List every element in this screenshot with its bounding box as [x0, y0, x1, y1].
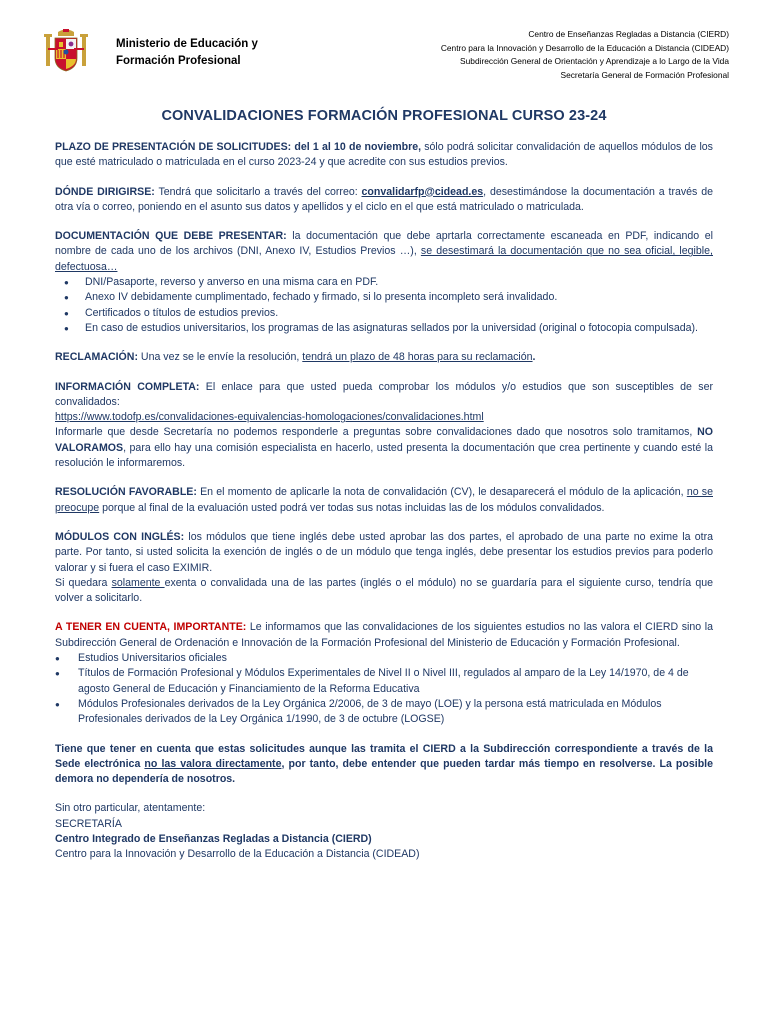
informacion-section: [55, 380, 713, 472]
final-text-1: Tiene que tener en cuenta que estas solicitudes aunque las tramita el CIERD a la Subdirección correspondiente a través de la Sede electrónica: [55, 742, 713, 770]
reclamacion-section: [55, 350, 713, 365]
ministry-line-1: Ministerio de Educación y: [116, 38, 258, 50]
importante-text: Le informamos que las convalidaciones de los siguientes estudios no las valora el CIERD sino la Subdirección General de Ordenación e Innovación de la Formación Profesional del Ministerio de Educación y Formación Profesional.: [55, 621, 713, 649]
list-item: ● Módulos Profesionales derivados de la Ley Orgánica 2/2006, de 3 de mayo (LOE) y la persona está matriculada en Módulos Profesionales derivados de la Ley Orgánica 1/1990, de 3 de octubre (LOGSE): [55, 697, 713, 728]
informacion-text-3: , para ello hay una comisión especialista en hacerlo, usted presenta la documentación que crea pertinente y cuando esté la resolución le informaremos.: [55, 441, 713, 470]
plazo-section: [55, 140, 713, 171]
document-body: [55, 140, 713, 863]
centers-list: [441, 28, 729, 82]
reclamacion-deadline: tendrá un plazo de 48 horas para su reclamación: [302, 351, 533, 364]
donde-text-2: , desestimándose la documentación a través de otra vía o correo, poniendo en el asunto sus datos y apellidos y el ciclo en el que está matriculado o matriculada.: [55, 185, 713, 213]
todofp-link[interactable]: https://www.todofp.es/convalidaciones-equivalencias-homologaciones/convalidaciones.html: [55, 411, 484, 424]
documentacion-label: DOCUMENTACIÓN QUE DEBE PRESENTAR:: [55, 230, 287, 243]
final-text-2: , por tanto, debe entender que pueden tardar más tiempo en resolverse. La posible demora no dependería de nosotros.: [55, 757, 713, 786]
reclamacion-text-1: Una vez se le envíe la resolución,: [137, 351, 303, 364]
resolucion-label: RESOLUCIÓN FAVORABLE:: [55, 486, 197, 499]
documentacion-section: [55, 229, 713, 275]
importante-list: [55, 651, 713, 727]
list-item: ● Estudios Universitarios oficiales: [55, 651, 713, 666]
letterhead: [0, 28, 768, 78]
ingles-text-1: los módulos que tiene inglés debe usted aprobar las dos partes, el aprobado de una parte no exime la otra parte. Por tanto, si usted solicita la exención de inglés o de un módulo que tenga inglés, debe presentar los estudios previos para poderlo valorar y si fuera el caso EXIMIR.: [55, 530, 713, 574]
reclamacion-label: RECLAMACIÓN:: [55, 351, 138, 364]
email-link[interactable]: convalidarfp@cidead.es: [361, 185, 484, 198]
resolucion-section: [55, 485, 713, 516]
documentacion-text: la documentación que debe aprtarla correctamente escaneada en PDF, indicando el nombre de cada uno de los archivos (DNI, Anexo IV, Estudios Previos …),: [55, 230, 713, 258]
coat-of-arms-icon: [42, 28, 90, 74]
ingles-section: [55, 530, 713, 606]
documentacion-warning: se desestimará la documentación que no sea oficial, legible, defectuosa…: [55, 245, 713, 273]
list-item: ● Anexo IV debidamente cumplimentado, fechado y firmado, si lo presenta incompleto será invalidado.: [55, 290, 713, 305]
signature-closing: Sin otro particular, atentamente:: [55, 802, 206, 815]
signature-cidead: Centro para la Innovación y Desarrollo de la Educación a Distancia (CIDEAD): [55, 848, 420, 861]
importante-section: [55, 620, 713, 651]
no-se-preocupe: no se preocupe: [55, 486, 713, 514]
importante-label: A TENER EN CUENTA, IMPORTANTE:: [55, 621, 247, 634]
no-las-valora: no las valora directamente: [144, 757, 282, 770]
subdireccion-orientacion: Subdirección General de Orientación y Aprendizaje a lo Largo de la Vida: [460, 56, 729, 66]
solamente: solamente: [111, 576, 165, 589]
final-note: [55, 742, 713, 788]
plazo-dates: del 1 al 10 de noviembre,: [291, 141, 422, 153]
documentacion-list: [55, 275, 713, 336]
informacion-text-2: Informarle que desde Secretaría no podemos responderle a preguntas sobre convalidaciones dado que nosotros solo tramitamos,: [55, 426, 698, 439]
secretaria-general-fp: Secretaría General de Formación Profesional: [560, 69, 729, 80]
plazo-text: sólo podrá solicitar convalidación de aquellos módulos de los que esté matriculado o matriculada en el curso 2023-24 y que acredite con sus estudios previos.: [55, 141, 713, 169]
list-item: ● DNI/Pasaporte, reverso y anverso en una misma cara en PDF.: [55, 275, 713, 290]
signature-secretaria: SECRETARÍA: [55, 817, 122, 830]
ingles-text-2: Si quedara: [55, 576, 112, 589]
center-cierd: Centro de Enseñanzas Regladas a Distancia (CIERD): [528, 29, 729, 39]
resolucion-text-1: En el momento de aplicarle la nota de convalidación (CV), le desaparecerá el módulo de la aplicación,: [196, 486, 687, 499]
ministry-name: [116, 36, 258, 70]
center-cidead: Centro para la Innovación y Desarrollo de la Educación a Distancia (CIDEAD): [440, 42, 729, 53]
list-item: ● Títulos de Formación Profesional y Módulos Experimentales de Nivel II o Nivel III, regulados al amparo de la Ley 14/1970, de 4 de agosto General de Educación y Financiamiento de la Reforma Educativa: [55, 666, 713, 697]
donde-text-1: Tendrá que solicitarlo a través del correo:: [154, 185, 362, 198]
informacion-label: INFORMACIÓN COMPLETA:: [55, 380, 200, 393]
no-valoramos: NO VALORAMOS: [55, 426, 713, 454]
list-item: ● En caso de estudios universitarios, los programas de las asignaturas sellados por la universidad (original o fotocopia compulsada).: [55, 321, 713, 336]
ingles-label: MÓDULOS CON INGLÉS:: [55, 530, 185, 543]
reclamacion-text-2: .: [532, 351, 536, 364]
ingles-text-3: exenta o convalidada una de las partes (inglés o el módulo) no se guardaría para el siguiente curso, tendría que volver a solicitarlo.: [55, 576, 714, 605]
document-title: CONVALIDACIONES FORMACIÓN PROFESIONAL CURSO 23-24: [161, 108, 607, 124]
signature: [55, 801, 713, 862]
ministry-line-2: Formación Profesional: [116, 55, 241, 67]
resolucion-text-2: porque al final de la evaluación usted podrá ver todas sus notas incluidas las de los módulos convalidados.: [99, 501, 605, 514]
plazo-label: PLAZO DE PRESENTACIÓN DE SOLICITUDES:: [55, 141, 292, 153]
informacion-text-1: El enlace para que usted pueda comprobar los módulos y/o estudios que son susceptibles de ser convalidados:: [55, 380, 714, 408]
signature-cierd: Centro Integrado de Enseñanzas Regladas a Distancia (CIERD): [55, 832, 372, 845]
list-item: ● Certificados o títulos de estudios previos.: [55, 306, 713, 321]
donde-section: [55, 185, 713, 216]
donde-label: DÓNDE DIRIGIRSE:: [55, 185, 155, 198]
